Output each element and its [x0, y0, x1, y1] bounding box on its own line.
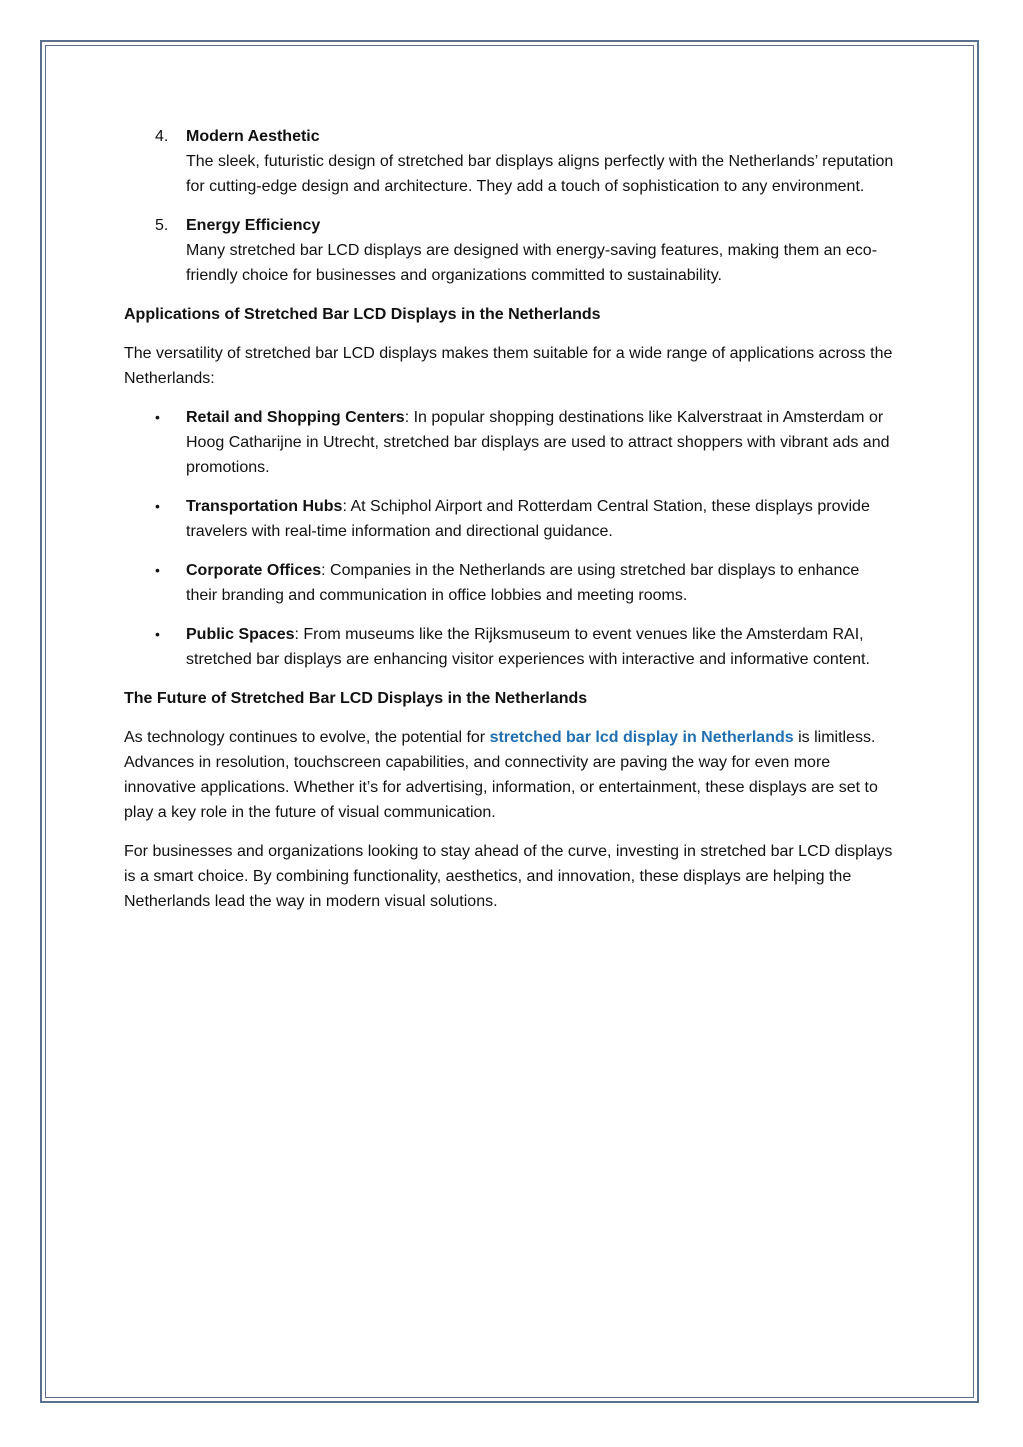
item-number: 4. — [155, 128, 169, 145]
item-text: Many stretched bar LCD displays are designed with energy-saving features, making them an eco-friendly choice for businesses and organizations committed to sustainability. — [186, 242, 878, 284]
numbered-item — [124, 124, 894, 199]
bullet-text: : At Schiphol Airport and Rotterdam Central Station, these displays provide travelers with real-time information and directional guidance. — [186, 498, 870, 540]
hyperlink[interactable]: stretched bar lcd display in Netherlands — [489, 729, 794, 746]
document-body — [124, 124, 894, 928]
bullet-text: : From museums like the Rijksmuseum to event venues like the Amsterdam RAI, stretched bar displays are enhancing visitor experiences with interactive and informative content. — [186, 626, 870, 668]
section-heading: The Future of Stretched Bar LCD Displays in the Netherlands — [124, 690, 588, 707]
paragraph-text: is limitless. Advances in resolution, touchscreen capabilities, and connectivity are paving the way for even more innovative applications. Whether it’s for advertising, information, or entertainment, these displays are set to play a key role in the future of visual communication. — [124, 729, 878, 821]
paragraph — [124, 725, 894, 825]
bullet-text: : Companies in the Netherlands are using stretched bar displays to enhance their branding and communication in office lobbies and meeting rooms. — [186, 562, 860, 604]
bullet-text: : In popular shopping destinations like Kalverstraat in Amsterdam or Hoog Catharijne in Utrecht, stretched bar displays are used to attract shoppers with vibrant ads and promotions. — [186, 409, 890, 476]
bullet-item — [124, 405, 894, 480]
bullet-title: Public Spaces — [186, 626, 295, 643]
item-title: Modern Aesthetic — [186, 128, 320, 145]
bullet-item — [124, 558, 894, 608]
item-title: Energy Efficiency — [186, 217, 321, 234]
bullet-title: Transportation Hubs — [186, 498, 343, 515]
bullet-icon: • — [155, 626, 160, 642]
bullet-icon: • — [155, 562, 160, 578]
paragraph: The versatility of stretched bar LCD displays makes them suitable for a wide range of applications across the Netherlands: — [124, 345, 893, 387]
bullet-title: Corporate Offices — [186, 562, 322, 579]
bullet-icon: • — [155, 498, 160, 514]
section-heading: Applications of Stretched Bar LCD Displays in the Netherlands — [124, 306, 601, 323]
paragraph: For businesses and organizations looking to stay ahead of the curve, investing in stretched bar LCD displays is a smart choice. By combining functionality, aesthetics, and innovation, these displays are helping the Netherlands lead the way in modern visual solutions. — [124, 843, 893, 910]
bullet-icon: • — [155, 409, 160, 425]
numbered-item — [124, 213, 894, 288]
item-text: The sleek, futuristic design of stretched bar displays aligns perfectly with the Netherlands’ reputation for cutting-edge design and architecture. They add a touch of sophistication to any environment. — [186, 153, 894, 195]
bullet-item — [124, 494, 894, 544]
item-number: 5. — [155, 217, 169, 234]
paragraph-text: As technology continues to evolve, the potential for — [124, 729, 490, 746]
bullet-item — [124, 622, 894, 672]
bullet-title: Retail and Shopping Centers — [186, 409, 405, 426]
